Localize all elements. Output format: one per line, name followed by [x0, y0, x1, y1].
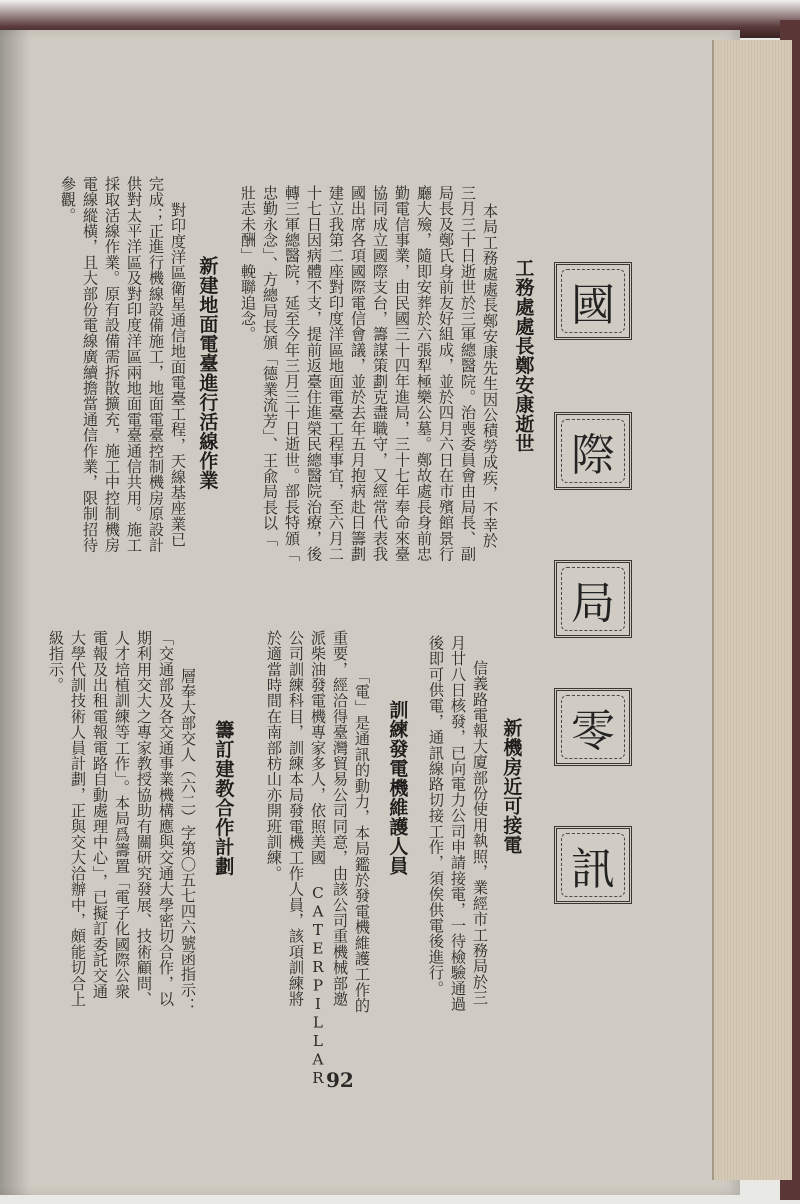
article-text-column: 供對太平洋區及對印度洋區兩地面電臺通信共用。施工 — [124, 176, 143, 553]
article-text-column: 轉三軍總醫院，延至今年三月三十日逝世。部長特頒「 — [282, 185, 301, 562]
section-title-char-1: 國 — [554, 262, 632, 340]
article-text-column: 於適當時間在南部枋山亦開班訓練。 — [264, 630, 283, 882]
article-text-column: 公司訓練科目，訓練本局發電機工作人員，該項訓練將 — [286, 630, 305, 1007]
page-edges — [712, 40, 792, 1180]
article-text-column: 勤電信事業，由民國三十四年進局，三十七年奉命來臺 — [392, 185, 411, 562]
article-text-column: 參觀。 — [58, 176, 77, 224]
article-text-column: 十七日因病體不支，提前返臺住進榮民總醫院治療，後 — [304, 185, 323, 562]
section-title-char-2: 際 — [554, 412, 632, 490]
article-text-column: 廳大殮，隨即安葬於六張犁極樂公墓。鄭故處長身前忠 — [414, 185, 433, 562]
article-text-column: 級指示。 — [46, 630, 65, 693]
article-text-column: 壯志未酬」輓聯追念。 — [238, 185, 257, 342]
article-text-column: 「交通部及各交通事業機構應與交通大學密切合作，以 — [156, 630, 175, 1007]
article-headline: 工務處處長鄭安康逝世 — [512, 258, 535, 453]
article-text-column: 層奉大部交人（六二）字第〇五七四六號函指示： — [178, 668, 197, 1014]
article-headline: 新機房近可接電 — [500, 718, 523, 855]
article-headline: 新建地面電臺進行活線作業 — [196, 256, 219, 490]
article-text-column: 局長及鄭氏身前友好組成，並於四月六日在市殯館景行 — [436, 185, 455, 562]
article-text-column: 國出席各項國際電信會議，並於去年五月抱病赴日籌劃 — [348, 185, 367, 562]
article-text-column: 人才培植訓練等工作」。本局爲籌置「電子化國際公衆 — [112, 630, 131, 1000]
section-title-char-5: 訊 — [554, 826, 632, 904]
article-text-column: 月廿八日核發，已向電力公司申請接電，一待檢驗通過 — [448, 635, 467, 1012]
article-text-column: 採取活線作業。原有設備需拆散擴充，施工中控制機房 — [102, 176, 121, 553]
article-text-column: 期利用交大之專家教授協助有關研究發展、技術顧問、 — [134, 630, 153, 1007]
article-text-column: 建立我第二座對印度洋區地面電臺工程事宜，至六月二 — [326, 185, 345, 562]
article-text-column: 忠勤永念」、方總局長頒「德業流芳」、王兪局長以「 — [260, 185, 279, 547]
article-text-column: 重要，經洽得臺灣貿易公司同意，由該公司重機械部邀 — [330, 630, 349, 1007]
article-text-column: 完成；正進行機線設備施工，地面電臺控制機房原設計 — [146, 176, 165, 553]
article-text-column: 大學代訓技術人員計劃，正與交大洽辦中，頗能切合上 — [68, 630, 87, 1007]
spine-shadow — [0, 30, 30, 1195]
article-text-column: 本局工務處處長鄭安康先生因公積勞成疾，不幸於 — [480, 203, 499, 549]
section-title-char-4: 零 — [554, 688, 632, 766]
article-text-column: 「電」是通訊的動力，本局鑑於發電機維護工作的 — [352, 668, 371, 1014]
article-text-column: 協同成立國際支台，籌謀策劃克盡職守，又經常代表我 — [370, 185, 389, 562]
article-headline: 訓練發電機維護人員 — [386, 700, 409, 876]
article-text-column: 三月三十日逝世於三軍總醫院。治喪委員會由局長、副 — [458, 185, 477, 562]
page-number: 92 — [326, 1068, 354, 1092]
article-text-column: 電線縱橫，且大部份電線廣續擔當通信作業，限制招待 — [80, 176, 99, 553]
article-text-column: 派柴油發電機專家多人，依照美國 CATERPILLAR — [308, 630, 327, 1088]
article-headline: 籌訂建教合作計劃 — [212, 720, 235, 876]
article-text-column: 後即可供電，通訊線路切接工作，須俟供電後進行。 — [426, 635, 445, 997]
article-text-column: 信義路電報大廈部份使用執照，業經市工務局於三 — [470, 660, 489, 1006]
article-text-column: 電報及出租電報電路自動處理中心」，已擬訂委託交通 — [90, 630, 109, 1000]
article-text-column: 對印度洋區衛星通信地面電臺工程，天線基座業已 — [168, 202, 187, 548]
section-title-char-3: 局 — [554, 560, 632, 638]
